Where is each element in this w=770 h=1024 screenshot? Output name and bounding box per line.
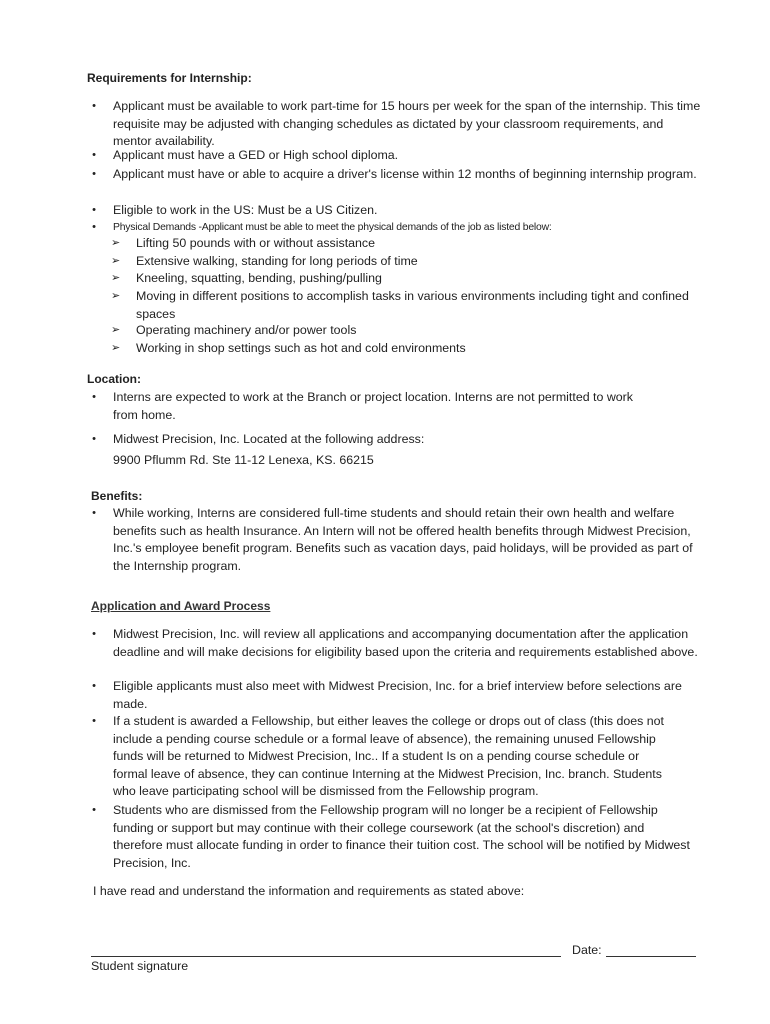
- process-heading: Application and Award Process: [91, 599, 271, 613]
- bullet-icon: •: [92, 391, 96, 403]
- bullet-icon: •: [92, 507, 96, 519]
- location-item: • Midwest Precision, Inc. Located at the following address:: [113, 431, 705, 449]
- arrow-bullet-icon: ➢: [111, 237, 121, 249]
- physical-demand-item: ➢ Lifting 50 pounds with or without assistance: [136, 235, 696, 253]
- bullet-icon: •: [92, 804, 96, 816]
- process-item: • Midwest Precision, Inc. will review all applications and accompanying documentation after the application deadline and will make decisions for eligibility based upon the criteria and requirements established above.: [113, 626, 705, 661]
- bullet-icon: •: [92, 168, 96, 180]
- acknowledgement-text: I have read and understand the information and requirements as stated above:: [93, 884, 525, 898]
- process-item: • Eligible applicants must also meet with Midwest Precision, Inc. for a brief interview before selections are made.: [113, 678, 705, 713]
- physical-demand-item: ➢ Moving in different positions to accomplish tasks in various environments including tight and confined spaces: [111, 289, 689, 321]
- bullet-icon: •: [92, 680, 96, 692]
- arrow-bullet-icon: ➢: [111, 342, 121, 354]
- process-item: • If a student is awarded a Fellowship, but either leaves the college or drops out of class (this does not include a pending course schedule or a formal leave of absence), the remaining unused Fellowship funds will be returned to Midwest Precision, Inc.. If a student Is on a pending course schedule or formal leave of absence, they can continue Interning at the Midwest Precision, Inc. branch. Students who leave participating school will be dismissed from the Fellowship program.: [113, 713, 673, 801]
- bullet-icon: •: [92, 149, 96, 161]
- address-text: 9900 Pflumm Rd. Ste 11-12 Lenexa, KS. 66215: [113, 453, 374, 467]
- requirement-item: • Applicant must have or able to acquire a driver's license within 12 months of beginning internship program.: [113, 166, 705, 184]
- process-item: • Students who are dismissed from the Fellowship program will no longer be a recipient of Fellowship funding or support but may continue with their college coursework (at the school's discretion) and therefore must allocate funding in order to finance their tuition cost. The school will be notified by Midwest Precision, Inc.: [113, 802, 693, 872]
- benefits-item: • While working, Interns are considered full-time students and should retain their own health and welfare benefits such as health Insurance. An Intern will not be offered health benefits through Midwest Precision, Inc.'s employee benefit program. Benefits such as vacation days, paid holidays, will be provided as part of the Internship program.: [113, 505, 705, 575]
- bullet-icon: •: [92, 100, 96, 112]
- requirements-heading: Requirements for Internship:: [87, 71, 252, 85]
- requirement-item: • Applicant must have a GED or High school diploma.: [113, 147, 705, 165]
- bullet-icon: •: [92, 204, 96, 216]
- physical-demand-item: ➢ Working in shop settings such as hot and cold environments: [136, 340, 696, 358]
- physical-demand-item: ➢ Kneeling, squatting, bending, pushing/pulling: [136, 270, 696, 288]
- requirement-item: • Eligible to work in the US: Must be a US Citizen.: [113, 202, 705, 220]
- bullet-icon: •: [92, 628, 96, 640]
- bullet-icon: •: [92, 221, 96, 233]
- bullet-icon: •: [92, 715, 96, 727]
- physical-demand-item: ➢ Extensive walking, standing for long periods of time: [136, 253, 696, 271]
- requirement-item: • Physical Demands -Applicant must be able to meet the physical demands of the job as listed below:: [113, 219, 705, 237]
- signature-label: Student signature: [91, 959, 189, 973]
- arrow-bullet-icon: ➢: [111, 272, 121, 284]
- benefits-heading: Benefits:: [91, 489, 143, 503]
- requirement-item: • Applicant must be available to work part-time for 15 hours per week for the span of the internship. This time requisite may be adjusted with changing schedules as dictated by your classroom requirements, and mentor availability.: [113, 98, 705, 151]
- bullet-icon: •: [92, 433, 96, 445]
- date-line[interactable]: [606, 956, 696, 957]
- arrow-bullet-icon: ➢: [111, 324, 121, 336]
- signature-line[interactable]: [91, 956, 561, 957]
- arrow-bullet-icon: ➢: [111, 255, 121, 267]
- date-label: Date:: [572, 943, 602, 957]
- arrow-bullet-icon: ➢: [111, 290, 121, 302]
- location-heading: Location:: [87, 372, 141, 386]
- location-item: • Interns are expected to work at the Branch or project location. Interns are not permitted to work from home.: [113, 389, 643, 424]
- physical-demand-item: ➢ Operating machinery and/or power tools: [136, 322, 696, 340]
